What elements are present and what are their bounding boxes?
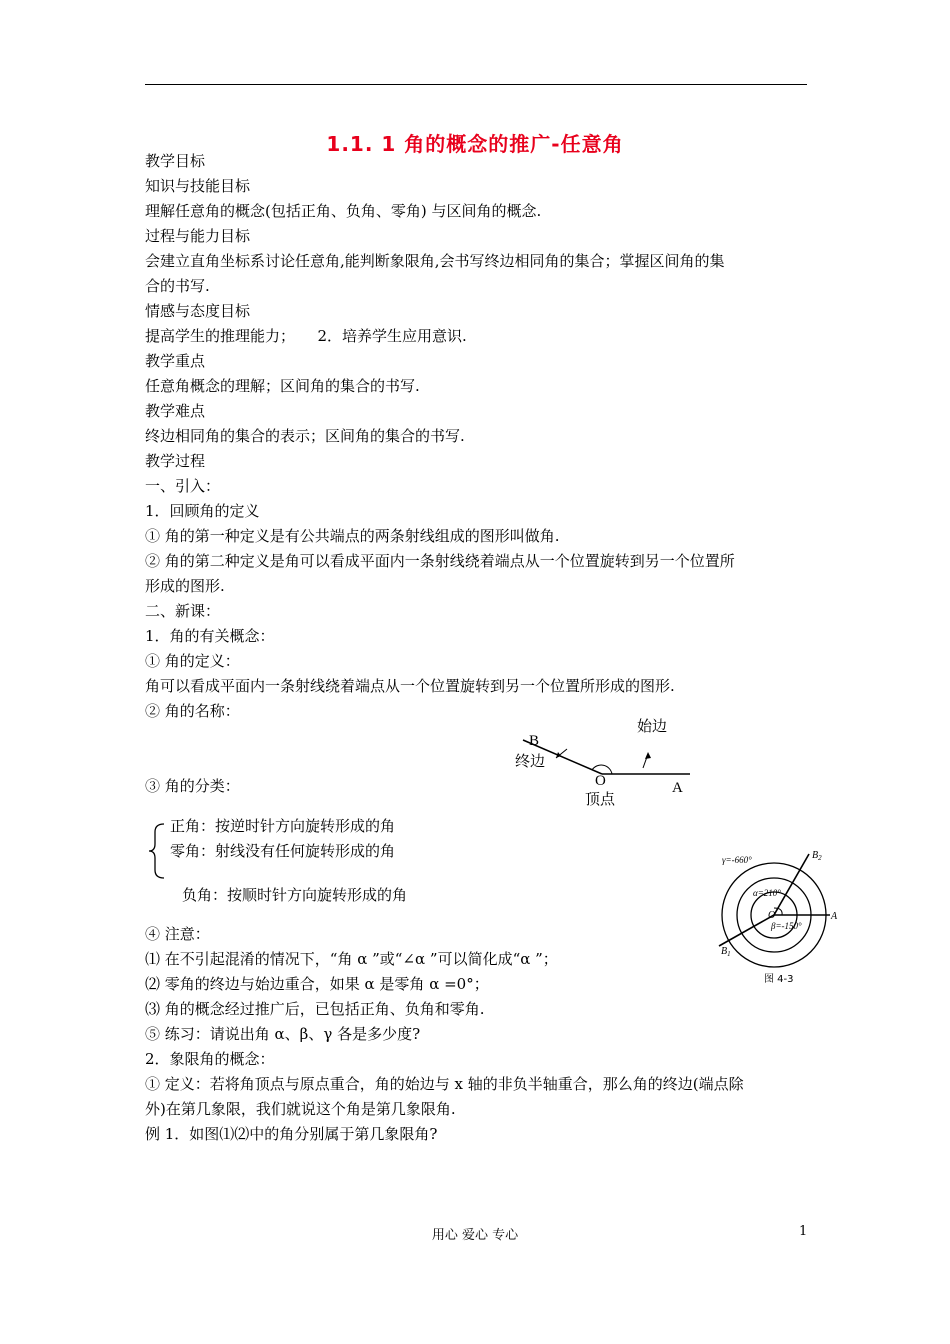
label-A: A [672,780,683,796]
text-line: ⑤ 练习：请说出角 α、β、γ 各是多少度? [145,1025,421,1043]
text-line: 2．象限角的概念： [145,1050,275,1068]
text-line: 二、新课： [145,602,221,620]
classify-positive: 正角：按逆时针方向旋转形成的角 [170,817,396,835]
text-line: 1．回顾角的定义 [145,502,260,520]
angles-circle-figure [715,848,845,990]
text-line: 教学过程 [145,452,206,470]
text-line: 形成的图形. [145,577,225,595]
page-number: 1 [799,1224,808,1239]
figure-caption: 图 4-3 [764,974,794,985]
text-line: 知识与技能目标 [145,177,251,195]
label-B1: $B_1$ [721,946,731,958]
label-B2: $B_2$ [812,850,822,862]
text-line: ⑵ 零角的终边与始边重合，如果 α 是零角 α =0°； [145,975,489,993]
text-line: 1．角的有关概念： [145,627,275,645]
classify-zero: 零角：射线没有任何旋转形成的角 [170,842,396,860]
text-line: 合的书写. [145,277,210,295]
label-B: B [529,733,540,749]
text-line: 教学重点 [145,352,206,370]
label-A: A [831,911,838,922]
text-line: 一、引入： [145,477,221,495]
brace-icon [146,822,168,880]
text-line: 教学难点 [145,402,206,420]
label-O: O [768,910,776,921]
header-rule [145,84,807,85]
footer-center: 用心 爱心 专心 [431,1228,519,1243]
classify-negative: 负角：按顺时针方向旋转形成的角 [182,886,408,904]
label-O: O [595,773,606,789]
text-line: ② 角的第二种定义是角可以看成平面内一条射线绕着端点从一个位置旋转到另一个位置所 [145,552,735,570]
text-line: ④ 注意： [145,925,210,943]
label-initial: 始边 [637,717,668,735]
angle-naming-figure [505,712,705,812]
text-line: ② 角的名称： [145,702,240,720]
text-line: 任意角概念的理解；区间角的集合的书写. [145,377,420,395]
text-line: 教学目标 [145,152,206,170]
text-line: 理解任意角的概念(包括正角、负角、零角) 与区间角的概念. [145,202,542,220]
label-gamma: γ=-660° [722,855,752,865]
text-line: 外)在第几象限，我们就说这个角是第几象限角. [145,1100,456,1118]
text-line: 角可以看成平面内一条射线绕着端点从一个位置旋转到另一个位置所形成的图形. [145,677,675,695]
text-line: 终边相同角的集合的表示；区间角的集合的书写. [145,427,465,445]
text-line: 例 1．如图⑴⑵中的角分别属于第几象限角? [145,1125,438,1143]
label-alpha: α=210° [753,888,781,898]
text-line: 会建立直角坐标系讨论任意角,能判断象限角,会书写终边相同角的集合；掌握区间角的集 [145,252,725,270]
text-line: 提高学生的推理能力； 2．培养学生应用意识. [145,327,467,345]
classify-label: ③ 角的分类： [145,777,240,795]
text-line: 情感与态度目标 [145,302,251,320]
text-line: ⑶ 角的概念经过推广后，已包括正角、负角和零角. [145,1000,485,1018]
text-line: 过程与能力目标 [145,227,251,245]
text-line: ⑴ 在不引起混淆的情况下，“角 α ”或“∠α ”可以简化成“α ”； [145,950,558,968]
label-beta: β=-150° [771,921,802,931]
text-line: ① 角的定义： [145,652,240,670]
label-terminal: 终边 [515,752,546,770]
initial-arrow-head [645,752,651,759]
page-title: 1.1. 1 角的概念的推广-任意角 [326,132,624,156]
label-vertex: 顶点 [585,790,616,808]
ray-OB1 [719,915,774,946]
text-line: ① 角的第一种定义是有公共端点的两条射线组成的图形叫做角. [145,527,560,545]
text-line: ① 定义：若将角顶点与原点重合，角的始边与 x 轴的非负半轴重合，那么角的终边(端点除 [145,1075,744,1093]
